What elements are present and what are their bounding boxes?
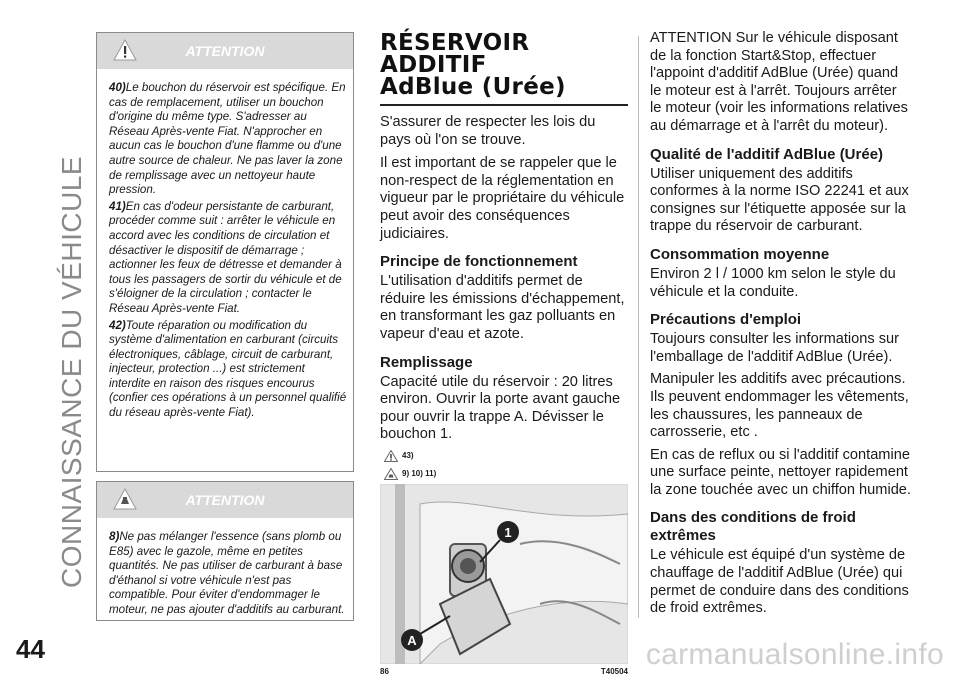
- note-text: Ne pas mélanger l'essence (sans plomb ou E85) avec le gazole, même en petites quantités. Ne pas utiliser de carburant à base d'éthanol si votre véhicule n'est pas compatible. Pour éviter d'endommager le moteur, ne pas ajouter d'additifs au carburant.: [109, 530, 345, 616]
- qualite-paragraph: Utiliser uniquement des additifs conformes à la norme ISO 22241 et aux consignes sur l'étiquette apposée sur la trappe du réservoir de carburant.: [650, 165, 909, 235]
- heading-froid: Dans des conditions de froid extrêmes: [650, 509, 856, 545]
- watermark: carmanualsonline.info: [645, 638, 944, 671]
- warning-header: [97, 33, 353, 69]
- heading-qualite: Qualité de l'additif AdBlue (Urée): [650, 145, 884, 163]
- warning-triangle-icon: [384, 450, 398, 462]
- note-40: [109, 81, 347, 198]
- note-number: 40): [109, 81, 126, 94]
- note-text: Toute réparation ou modification du système d'alimentation en carburant (circuits électroniques, câblage, circuit de carburant, injecteur, protection ...) est strictement interdite en raison des risques encourus (confier ces opérations à un personnel qualifié du réseau après-vente Fiat).: [109, 318, 347, 420]
- warning-box-engine: [96, 481, 354, 621]
- column-divider: [638, 36, 639, 618]
- page-number: 44: [16, 634, 45, 664]
- figure-caption: [380, 667, 628, 676]
- section-title: [380, 32, 630, 98]
- precautions-paragraph: Toujours consulter les informations sur l'emballage de l'additif AdBlue (Urée).: [650, 331, 900, 365]
- warning-triangle-icon: [113, 39, 137, 61]
- section-title-line1: RÉSERVOIR ADDITIF: [380, 30, 530, 78]
- warning-title: ATTENTION: [185, 43, 265, 59]
- note-number: 42): [109, 318, 126, 332]
- note-text: En cas d'odeur persistante de carburant, procéder comme suit : arrêter le véhicule en accord avec les conditions de circulation et désactiver le dispositif de démarrage ; actionner les feux de détresse et demander à tous les passagers de sortir du véhicule et de s'éloigner de la circulation ; contacter le Réseau Après-vente Fiat.: [109, 199, 342, 315]
- right-column: [650, 30, 912, 623]
- figure-illustration: [380, 484, 628, 664]
- callout-label-A: A: [407, 632, 417, 648]
- callout-label-1: 1: [504, 524, 512, 540]
- note-41: [109, 200, 347, 317]
- note-number: 8): [109, 530, 120, 543]
- warning-header: [97, 482, 353, 518]
- heading-principe: Principe de fonctionnement: [380, 253, 578, 271]
- consommation-paragraph: Environ 2 l / 1000 km selon le style du véhicule et la conduite.: [650, 265, 896, 300]
- warning-box-fuel: [96, 32, 354, 472]
- warning-title: ATTENTION: [185, 492, 265, 508]
- reference-warning: [384, 450, 630, 462]
- intro-paragraph: Il est important de se rappeler que le non-respect de la réglementation en vigueur par le propriétaire du véhicule peut avoir des conséquences judiciaires.: [380, 155, 625, 242]
- warning-body: [97, 69, 353, 431]
- precautions-paragraph: Manipuler les additifs avec précautions. Ils peuvent endommager les vêtements, les chaussures, les panneaux de carrosserie, etc .: [650, 371, 909, 441]
- reference-number: 43): [402, 451, 414, 461]
- middle-column: [380, 30, 630, 676]
- section-title-line2: AdBlue (Urée): [380, 74, 566, 100]
- heading-consommation: Consommation moyenne: [650, 245, 830, 263]
- warning-body: [97, 518, 353, 628]
- startstop-attention: ATTENTION Sur le véhicule disposant de la fonction Start&Stop, effectuer l'appoint d'additif AdBlue (Urée) quand le moteur est à l'arrêt. Toujours arrêter le moteur (voir les informations relatives au démarrage et à l'arrêt du moteur).: [650, 30, 908, 134]
- principe-paragraph: L'utilisation d'additifs permet de réduire les émissions d'échappement, en transformant les gaz polluants en vapeur d'eau et azote.: [380, 273, 625, 342]
- engine-damage-icon: [384, 468, 398, 480]
- figure-number: 86: [380, 666, 389, 676]
- heading-precautions: Précautions d'emploi: [650, 311, 802, 329]
- reference-engine: [384, 468, 630, 480]
- note-8: [109, 530, 347, 618]
- figure-adblue-filler: [380, 484, 628, 676]
- precautions-paragraph: En cas de reflux ou si l'additif contamine une surface peinte, nettoyer rapidement la zone touchée avec un chiffon humide.: [650, 446, 911, 498]
- heading-remplissage: Remplissage: [380, 353, 473, 371]
- froid-paragraph: Le véhicule est équipé d'un système de chauffage de l'additif AdBlue (Urée) qui permet de conduire dans des conditions de froid extrêmes.: [650, 547, 909, 617]
- figure-code: T40504: [600, 666, 628, 676]
- reference-number: 9) 10) 11): [402, 469, 437, 479]
- remplissage-paragraph: Capacité utile du réservoir : 20 litres environ. Ouvrir la porte avant gauche pour ouvrir la trappe A. Dévisser le bouchon 1.: [380, 373, 621, 443]
- engine-damage-icon: [113, 488, 137, 510]
- note-text: Le bouchon du réservoir est spécifique. En cas de remplacement, utiliser un bouchon d'origine du même type. S'adresser au Réseau Après-vente Fiat. N'approcher en aucun cas le bouchon d'une flamme ou d'une autre source de chaleur. Ne pas laver la zone de remplissage avec un nettoyeur haute pression.: [109, 81, 346, 197]
- section-rule: [380, 104, 628, 106]
- side-section-title: CONNAISSANCE DU VÉHICULE: [56, 155, 87, 588]
- intro-paragraph: S'assurer de respecter les lois du pays où l'on se trouve.: [380, 114, 596, 148]
- note-42: [109, 319, 347, 421]
- note-number: 41): [109, 199, 126, 213]
